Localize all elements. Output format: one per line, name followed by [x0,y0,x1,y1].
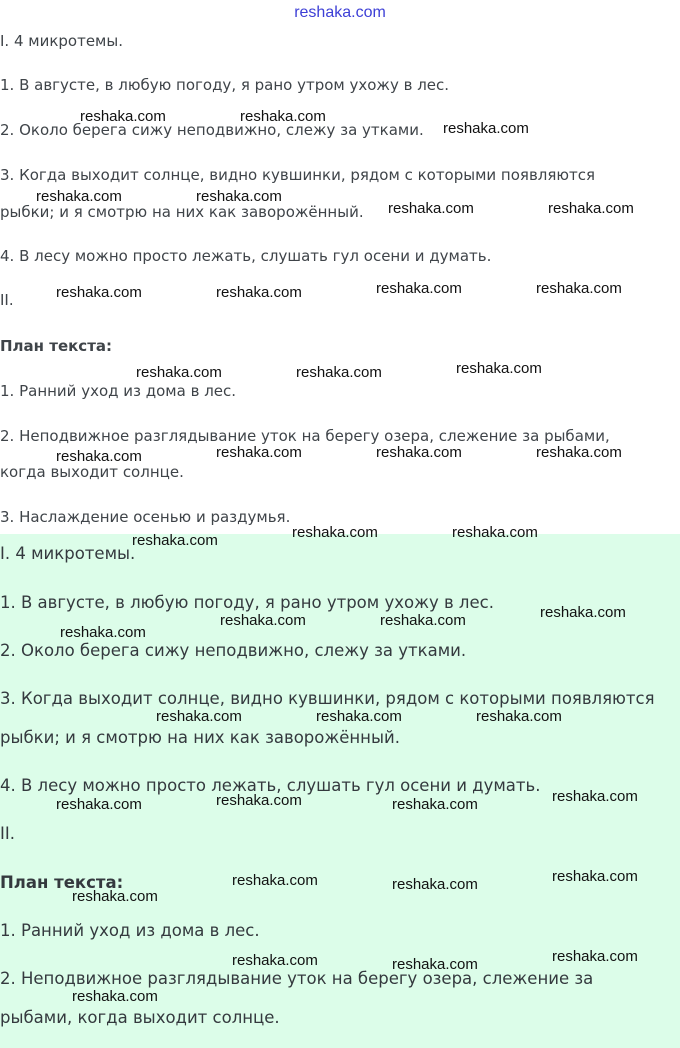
watermark: reshaka.com [216,444,302,461]
site-header [0,0,680,22]
plan-heading: План текста: [0,873,124,892]
section-two-marker: II. [0,291,14,309]
watermark: reshaka.com [392,956,478,973]
plan-item-1: 1. Ранний уход из дома в лес. [0,382,237,400]
watermark: reshaka.com [232,872,318,889]
watermark: reshaka.com [456,360,542,377]
watermark: reshaka.com [196,188,282,205]
watermark: reshaka.com [220,612,306,629]
plan-item-3: 3. Наслаждение осенью и раздумья. [0,508,291,526]
watermark: reshaka.com [443,120,529,137]
watermark: reshaka.com [552,788,638,805]
plan-item-2-line-2: рыбами, когда выходит солнце. [0,1008,280,1027]
watermark: reshaka.com [552,868,638,885]
plan-heading: План текста: [0,337,113,355]
watermark: reshaka.com [136,364,222,381]
plan-item-2-line-1: 2. Неподвижное разглядывание уток на берегу озера, слежение за [0,969,594,988]
watermark: reshaka.com [56,284,142,301]
microtopic-1: 1. В августе, в любую погоду, я рано утром ухожу в лес. [0,593,494,612]
watermark: reshaka.com [376,280,462,297]
watermark: reshaka.com [216,284,302,301]
microtopic-3-line-2: рыбки; и я смотрю на них как заворожённый. [0,203,364,221]
section-two-marker: II. [0,824,15,843]
plan-item-2-line-1: 2. Неподвижное разглядывание уток на берегу озера, слежение за рыбами, [0,427,610,445]
microtopics-heading: I. 4 микротемы. [0,32,123,50]
watermark: reshaka.com [376,444,462,461]
watermark: reshaka.com [72,988,158,1005]
microtopic-4: 4. В лесу можно просто лежать, слушать гул осени и думать. [0,247,492,265]
microtopics-heading: I. 4 микротемы. [0,544,136,563]
site-link[interactable]: reshaka.com [294,4,386,21]
watermark: reshaka.com [388,200,474,217]
watermark: reshaka.com [80,108,166,125]
watermark: reshaka.com [548,200,634,217]
watermark: reshaka.com [476,708,562,725]
watermark: reshaka.com [296,364,382,381]
watermark: reshaka.com [392,796,478,813]
watermark: reshaka.com [536,280,622,297]
watermark: reshaka.com [380,612,466,629]
watermark: reshaka.com [552,948,638,965]
watermark: reshaka.com [540,604,626,621]
microtopic-1: 1. В августе, в любую погоду, я рано утром ухожу в лес. [0,76,450,94]
watermark: reshaka.com [232,952,318,969]
watermark: reshaka.com [240,108,326,125]
answer-block-bottom [0,534,680,1048]
watermark: reshaka.com [536,444,622,461]
watermark: reshaka.com [56,448,142,465]
microtopic-2: 2. Около берега сижу неподвижно, слежу за утками. [0,121,424,139]
watermark: reshaka.com [216,792,302,809]
watermark: reshaka.com [156,708,242,725]
plan-item-2-line-2: когда выходит солнце. [0,463,184,481]
watermark: reshaka.com [60,624,146,641]
watermark: reshaka.com [72,888,158,905]
microtopic-4: 4. В лесу можно просто лежать, слушать гул осени и думать. [0,776,541,795]
plan-item-1: 1. Ранний уход из дома в лес. [0,921,260,940]
microtopic-3-line-1: 3. Когда выходит солнце, видно кувшинки, рядом с которыми появляются [0,689,655,708]
watermark: reshaka.com [292,524,378,541]
microtopic-3-line-1: 3. Когда выходит солнце, видно кувшинки, рядом с которыми появляются [0,166,596,184]
microtopic-2: 2. Около берега сижу неподвижно, слежу за утками. [0,641,467,660]
answer-block-top [0,22,680,534]
watermark: reshaka.com [56,796,142,813]
watermark: reshaka.com [452,524,538,541]
watermark: reshaka.com [132,532,218,549]
microtopic-3-line-2: рыбки; и я смотрю на них как заворожённый. [0,728,400,747]
watermark: reshaka.com [316,708,402,725]
watermark: reshaka.com [36,188,122,205]
watermark: reshaka.com [392,876,478,893]
